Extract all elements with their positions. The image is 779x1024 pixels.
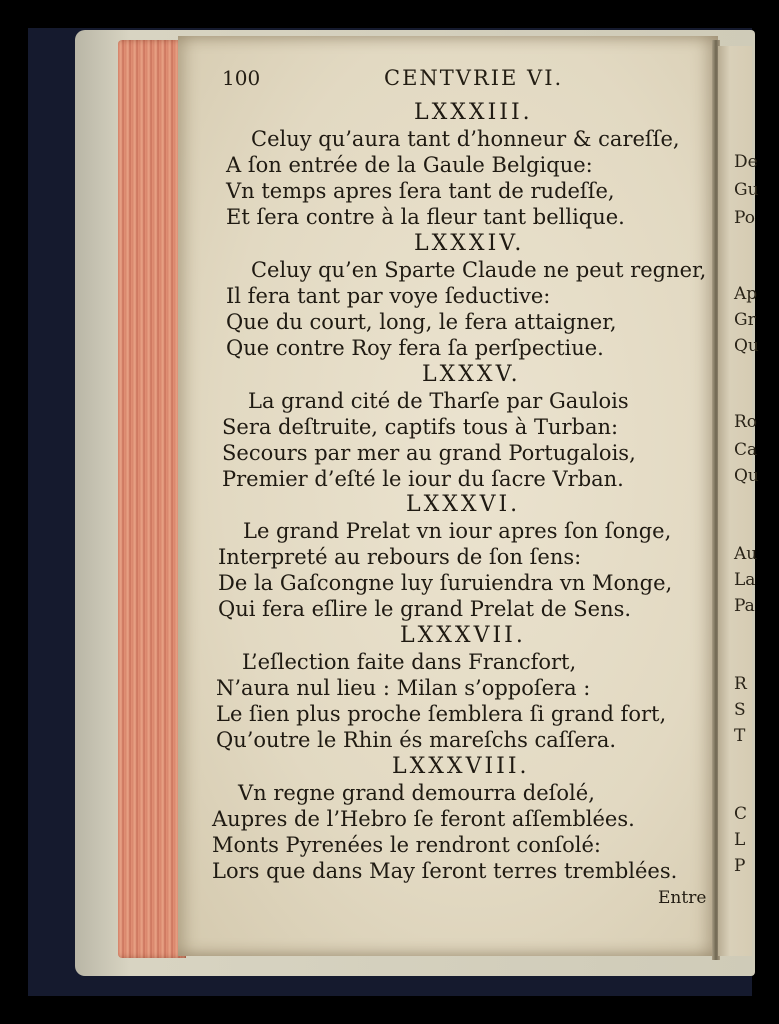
verse-line: Que du court, long, le fera attaigner, (226, 310, 617, 334)
verse-line: Celuy qu’en Sparte Claude ne peut regner, (251, 258, 707, 282)
facing-page-text: T (734, 726, 746, 746)
running-title: CENTVRIE VI. (384, 66, 564, 90)
facing-page-text: C (734, 804, 748, 824)
facing-page-text: Qu (734, 336, 759, 356)
verse-line: Vn temps apres ſera tant de rudeſſe, (226, 179, 615, 203)
quatrain-number: LXXXIV. (414, 231, 525, 256)
facing-page-text: Au (734, 544, 758, 564)
verse-line: De la Gaſcongne luy ſuruiendra vn Monge, (218, 571, 673, 595)
page-number: 100 (222, 66, 261, 90)
quatrain-number: LXXXVIII. (392, 754, 530, 779)
catchword: Entre (658, 888, 707, 908)
facing-page-text: Ap (734, 284, 758, 304)
facing-page-text: R (734, 674, 747, 694)
quatrain-number: LXXXVII. (400, 623, 526, 648)
facing-page-text: Po (734, 208, 755, 228)
verse-line: Le ſien plus proche ſemblera ſi grand fort, (216, 702, 667, 726)
verse-line: L’eſlection faite dans Francfort, (242, 650, 577, 674)
facing-page-text: La (734, 570, 756, 590)
facing-page-text: P (734, 856, 746, 876)
verse-line: Interpreté au rebours de ſon ſens: (218, 545, 582, 569)
verse-line: Sera deſtruite, captifs tous à Turban: (222, 415, 619, 439)
facing-page-text: Gr (734, 310, 756, 330)
quatrain-number: LXXXV. (422, 362, 521, 387)
verse-line: Il fera tant par voye ſeductive: (226, 284, 551, 308)
verse-line: Qu’outre le Rhin és mareſchs caſſera. (216, 728, 617, 752)
verse-line: Secours par mer au grand Portugalois, (222, 441, 636, 465)
verse-line: Le grand Prelat vn iour apres ſon ſonge, (243, 519, 672, 543)
facing-page-text: Ca (734, 440, 758, 460)
verse-line: Premier d’eſté le iour du ſacre Vrban. (222, 467, 624, 491)
verse-line: Aupres de l’Hebro ſe feront aſſemblées. (212, 807, 635, 831)
verse-line: Que contre Roy fera ſa perſpectiue. (226, 336, 604, 360)
quatrain-number: LXXXIII. (414, 100, 533, 125)
facing-page-text: Gu (734, 180, 759, 200)
verse-line: Monts Pyrenées le rendront conſolé: (212, 833, 601, 857)
facing-page-text: Pa (734, 596, 755, 616)
facing-page-text: L (734, 830, 746, 850)
facing-page-text: Qu (734, 466, 759, 486)
verse-line: Vn regne grand demourra deſolé, (238, 781, 595, 805)
verse-line: Celuy qu’aura tant d’honneur & careſſe, (251, 127, 680, 151)
verse-line: A ſon entrée de la Gaule Belgique: (226, 153, 593, 177)
facing-page-text: Ro (734, 412, 758, 432)
quatrain-number: LXXXVI. (406, 492, 521, 517)
facing-page-text: S (734, 700, 746, 720)
verse-line: Lors que dans May ſeront terres tremblées. (212, 859, 678, 883)
facing-page-text: De (734, 152, 758, 172)
verse-line: Qui fera eſlire le grand Prelat de Sens. (218, 597, 632, 621)
verse-line: N’aura nul lieu : Milan s’oppoſera : (216, 676, 591, 700)
verse-line: La grand cité de Tharſe par Gaulois (248, 389, 629, 413)
verse-line: Et ſera contre à la fleur tant bellique. (226, 205, 625, 229)
